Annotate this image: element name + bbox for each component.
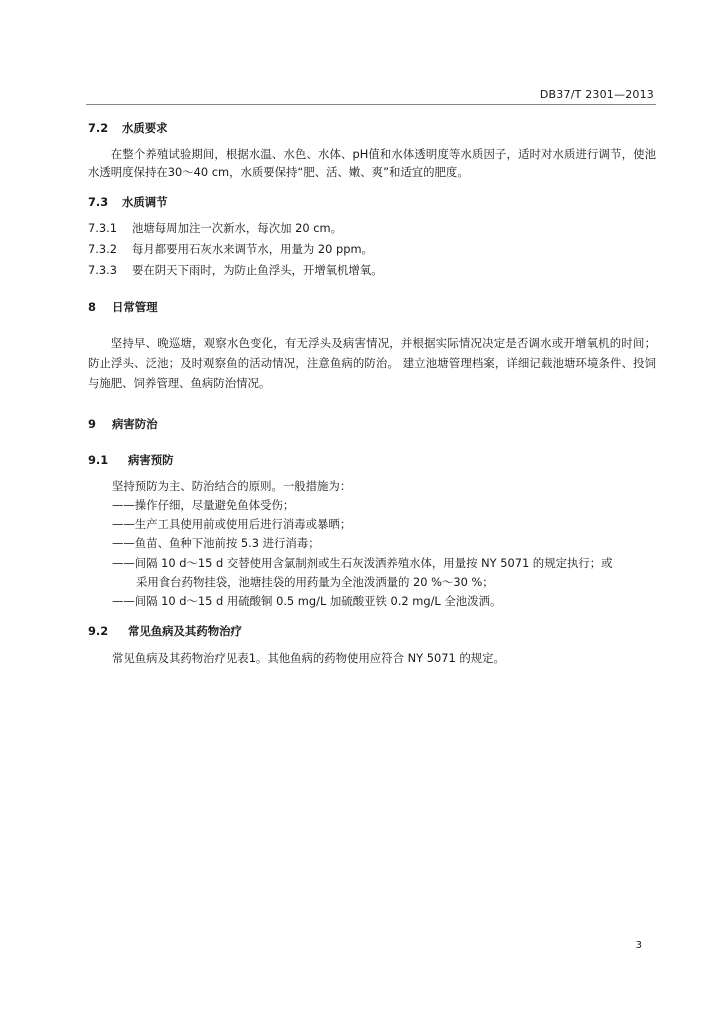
section-9-1-heading bbox=[88, 451, 656, 469]
section-number: 9 bbox=[88, 417, 96, 431]
item-7-3-1 bbox=[88, 219, 656, 237]
dash-item-3: ——鱼苗、鱼种下池前按 5.3 进行消毒； bbox=[112, 536, 320, 550]
section-title: 病害预防 bbox=[127, 453, 174, 467]
section-9-2-paragraph: 常见鱼病及其药物治疗见表1。其他鱼病的药物使用应符合 NY 5071 的规定。 bbox=[112, 651, 505, 665]
item-number: 7.3.1 bbox=[88, 221, 117, 235]
section-title: 水质要求 bbox=[121, 121, 168, 135]
section-title: 日常管理 bbox=[111, 300, 158, 314]
page-number: 3 bbox=[635, 940, 642, 951]
section-title: 常见鱼病及其药物治疗 bbox=[127, 624, 242, 638]
section-7-3-heading bbox=[88, 193, 656, 211]
standard-code: DB37/T 2301—2013 bbox=[539, 88, 654, 101]
item-text: 池塘每周加注一次新水，每次加 20 cm。 bbox=[132, 221, 342, 235]
item-number: 7.3.3 bbox=[88, 263, 117, 277]
section-number: 9.2 bbox=[88, 624, 109, 638]
dash-item-4: ——间隔 10 d～15 d 交替使用含氯制剂或生石灰泼洒养殖水体，用量按 NY 5071 的规定执行；或 bbox=[112, 556, 613, 570]
dash-item-1: ——操作仔细，尽量避免鱼体受伤； bbox=[112, 498, 295, 512]
item-number: 7.3.2 bbox=[88, 242, 117, 256]
section-7-2-paragraph: 在整个养殖试验期间，根据水温、水色、水体、pH值和水体透明度等水质因子，适时对水质进行调节，使池水透明度保持在30～40 cm，水质要保持“肥、活、嫩、爽”和适宜的肥度。 bbox=[88, 147, 656, 179]
section-number: 9.1 bbox=[88, 453, 109, 467]
item-7-3-3 bbox=[88, 261, 656, 279]
dash-item-5: ——间隔 10 d～15 d 用硫酸铜 0.5 mg/L 加硫酸亚铁 0.2 mg/L 全池泼洒。 bbox=[112, 594, 502, 608]
section-8-heading bbox=[88, 298, 656, 316]
section-number: 7.3 bbox=[88, 195, 109, 209]
section-7-2-heading bbox=[88, 119, 656, 137]
item-7-3-2 bbox=[88, 240, 656, 258]
section-9-1-lead: 坚持预防为主、防治结合的原则。一般措施为： bbox=[112, 479, 352, 493]
header-rule bbox=[86, 104, 656, 105]
section-8-paragraph: 坚持早、晚巡塘，观察水色变化，有无浮头及病害情况，并根据实际情况决定是否调水或开增氧机的时间；防止浮头、泛池；及时观察鱼的活动情况，注意鱼病的防治。 建立池塘管理档案，详细记载池塘环境条件、投饲与施肥、饲养管理、鱼病防治情况。 bbox=[88, 336, 656, 390]
item-text: 要在阴天下雨时，为防止鱼浮头，开增氧机增氧。 bbox=[132, 263, 383, 277]
section-number: 7.2 bbox=[88, 121, 109, 135]
section-title: 病害防治 bbox=[111, 417, 158, 431]
section-9-heading bbox=[88, 415, 656, 433]
dash-item-4-continuation: 采用食台药物挂袋，池塘挂袋的用药量为全池泼洒量的 20 %～30 %； bbox=[136, 575, 494, 589]
item-text: 每月都要用石灰水来调节水，用量为 20 ppm。 bbox=[132, 242, 373, 256]
section-number: 8 bbox=[88, 300, 96, 314]
section-9-2-heading bbox=[88, 622, 656, 640]
dash-item-2: ——生产工具使用前或使用后进行消毒或暴晒； bbox=[112, 517, 352, 531]
section-title: 水质调节 bbox=[121, 195, 168, 209]
